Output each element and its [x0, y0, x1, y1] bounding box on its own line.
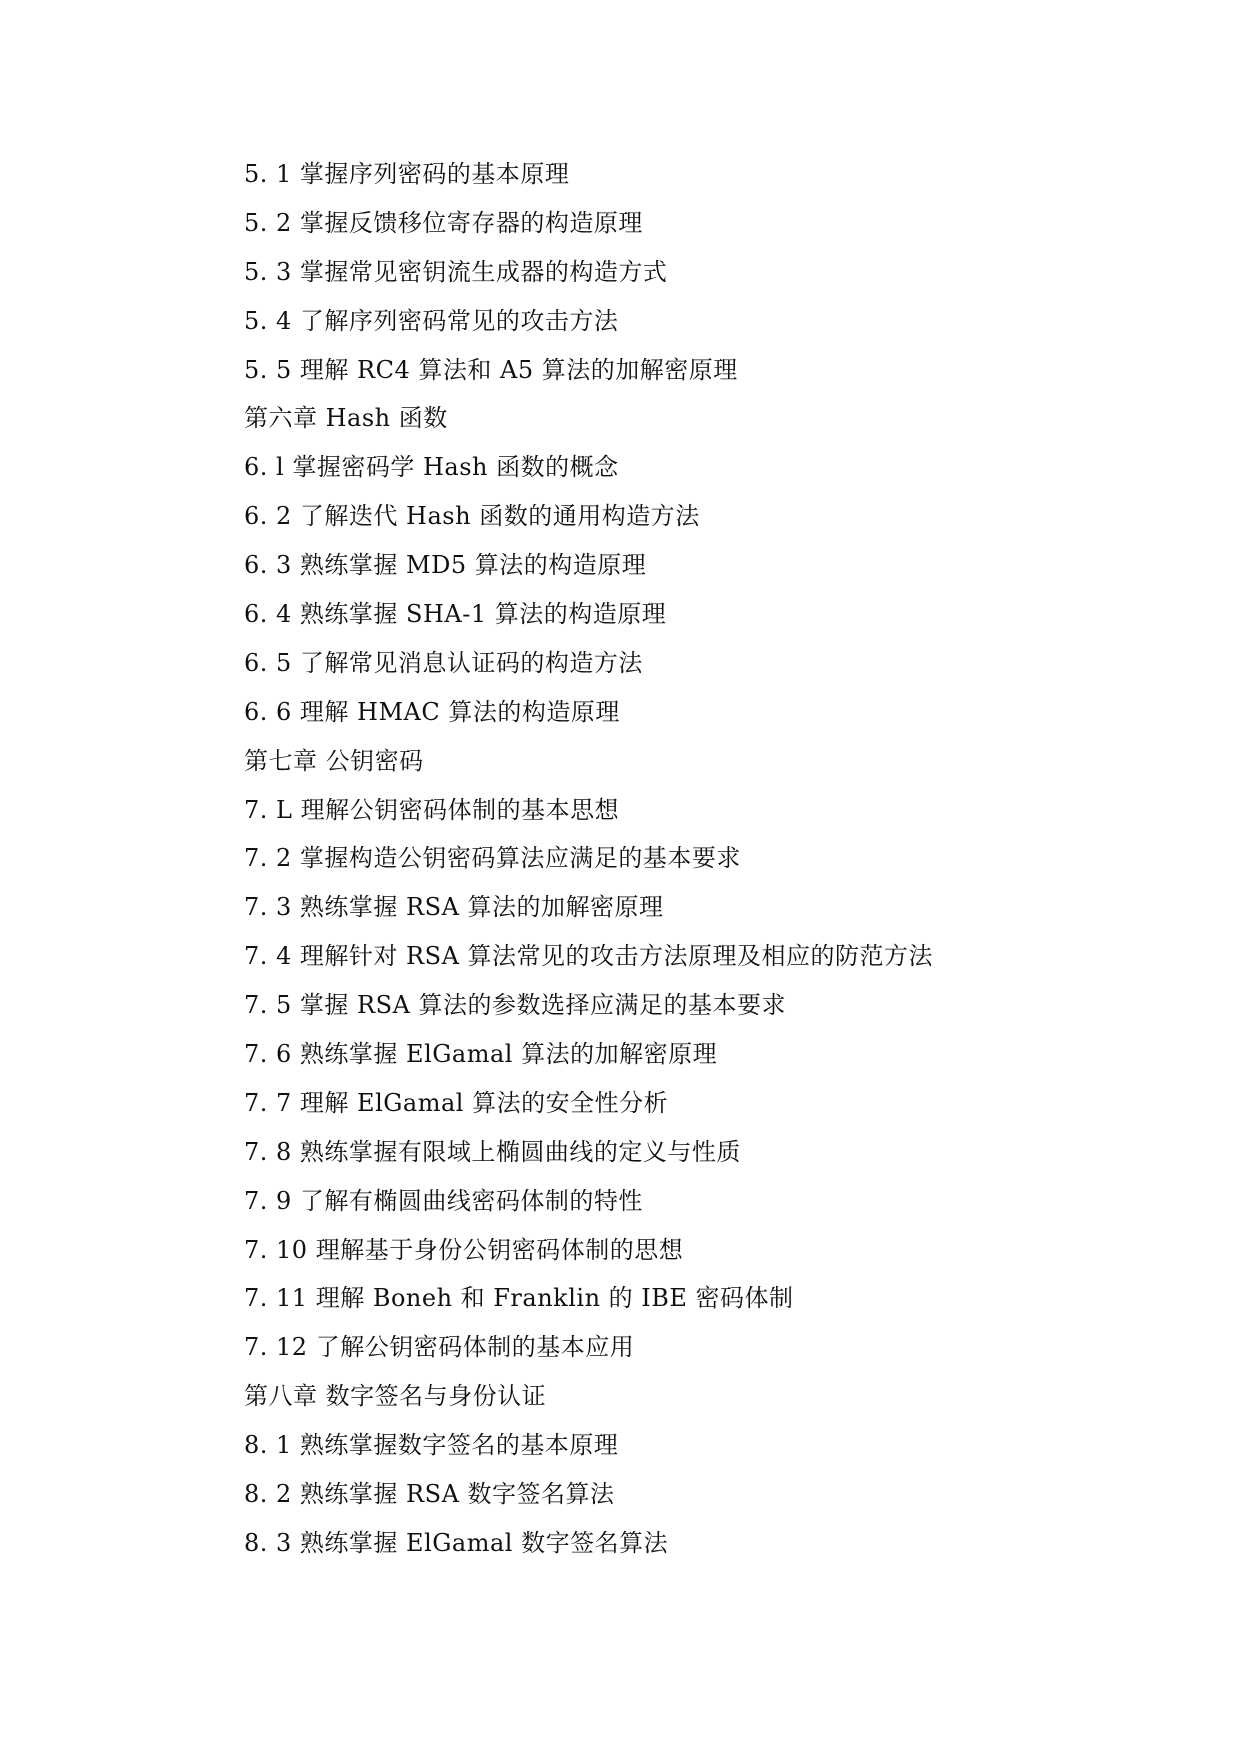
text-line: 7. 9 了解有椭圆曲线密码体制的特性 — [244, 1186, 643, 1215]
text-line: 6. 4 熟练掌握 SHA-1 算法的构造原理 — [244, 600, 667, 629]
text-line: 6. l 掌握密码学 Hash 函数的概念 — [244, 453, 619, 482]
text-line: 6. 2 了解迭代 Hash 函数的通用构造方法 — [244, 502, 700, 531]
text-line: 7. 4 理解针对 RSA 算法常见的攻击方法原理及相应的防范方法 — [244, 942, 934, 971]
text-line: 第六章 Hash 函数 — [244, 404, 448, 433]
text-line: 5. 4 了解序列密码常见的攻击方法 — [244, 306, 619, 335]
text-line: 7. 12 了解公钥密码体制的基本应用 — [244, 1333, 635, 1362]
text-line: 6. 3 熟练掌握 MD5 算法的构造原理 — [244, 551, 647, 580]
syllabus-text — [244, 150, 1184, 1568]
text-line: 7. 10 理解基于身份公钥密码体制的思想 — [244, 1235, 684, 1264]
text-line: 7. 2 掌握构造公钥密码算法应满足的基本要求 — [244, 844, 741, 873]
text-line: 6. 5 了解常见消息认证码的构造方法 — [244, 648, 643, 677]
text-line: 7. 7 理解 ElGamal 算法的安全性分析 — [244, 1088, 669, 1117]
text-line: 7. 3 熟练掌握 RSA 算法的加解密原理 — [244, 893, 664, 922]
text-line: 8. 1 熟练掌握数字签名的基本原理 — [244, 1431, 619, 1460]
text-line: 7. L 理解公钥密码体制的基本思想 — [244, 795, 620, 824]
text-line: 7. 5 掌握 RSA 算法的参数选择应满足的基本要求 — [244, 991, 787, 1020]
text-line: 5. 5 理解 RC4 算法和 A5 算法的加解密原理 — [244, 355, 738, 384]
text-line: 5. 1 掌握序列密码的基本原理 — [244, 160, 570, 188]
text-line: 8. 3 熟练掌握 ElGamal 数字签名算法 — [244, 1528, 669, 1557]
text-line: 8. 2 熟练掌握 RSA 数字签名算法 — [244, 1480, 615, 1509]
text-line: 第八章 数字签名与身份认证 — [244, 1382, 547, 1411]
text-line: 5. 3 掌握常见密钥流生成器的构造方式 — [244, 257, 668, 286]
text-line: 7. 8 熟练掌握有限域上椭圆曲线的定义与性质 — [244, 1137, 741, 1166]
text-line: 7. 6 熟练掌握 ElGamal 算法的加解密原理 — [244, 1040, 718, 1069]
text-line: 5. 2 掌握反馈移位寄存器的构造原理 — [244, 208, 643, 237]
text-line: 第七章 公钥密码 — [244, 746, 424, 775]
text-line: 7. 11 理解 Boneh 和 Franklin 的 IBE 密码体制 — [244, 1284, 794, 1313]
text-line: 6. 6 理解 HMAC 算法的构造原理 — [244, 697, 620, 726]
